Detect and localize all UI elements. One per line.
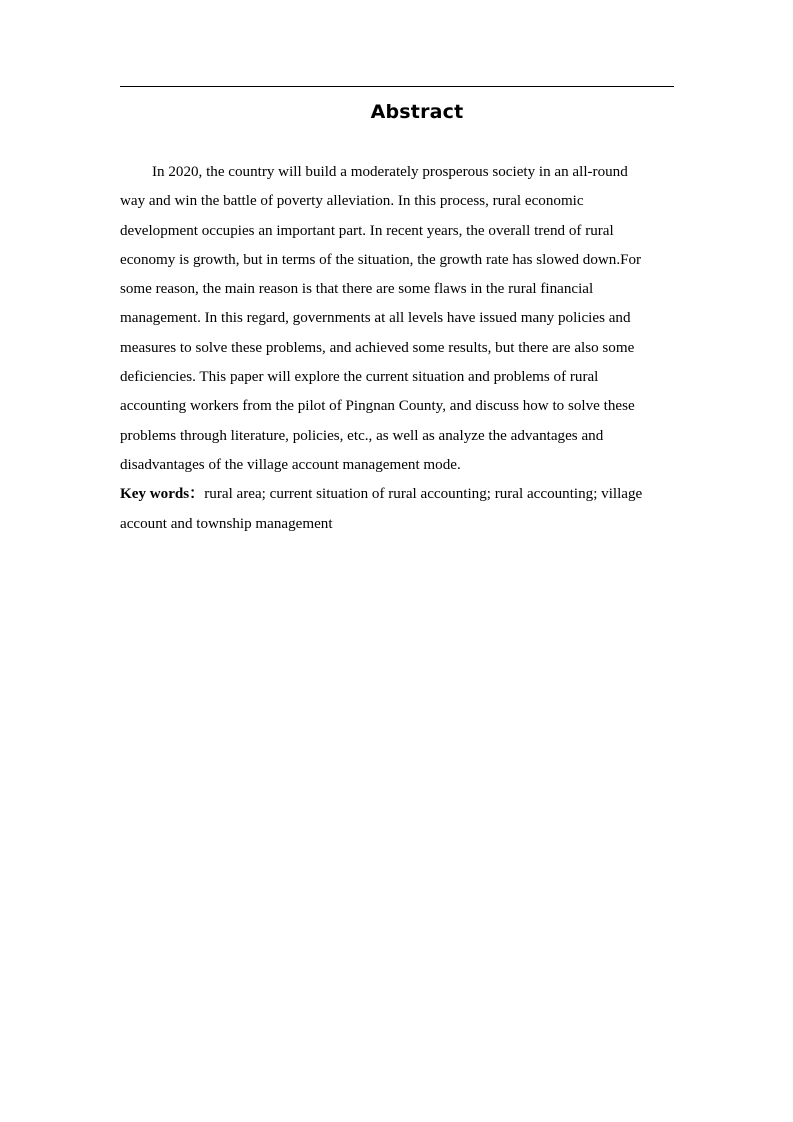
- abstract-line-2: way and win the battle of poverty alleviation. In this process, rural economic: [120, 193, 584, 210]
- keywords-text-1: rural area; current situation of rural accounting; rural accounting; village: [204, 486, 643, 503]
- keywords-line-2: account and township management: [120, 515, 333, 532]
- abstract-body: [120, 158, 680, 539]
- abstract-line-5: some reason, the main reason is that there are some flaws in the rural financial: [120, 281, 594, 298]
- abstract-line-10: problems through literature, policies, etc., as well as analyze the advantages and: [120, 427, 604, 444]
- abstract-line-1: In 2020, the country will build a moderately prosperous society in an all-round: [152, 164, 628, 180]
- header-rule: [120, 86, 674, 87]
- abstract-line-6: management. In this regard, governments at all levels have issued many policies and: [120, 310, 631, 327]
- page-title: Abstract: [370, 101, 464, 123]
- abstract-line-4: economy is growth, but in terms of the situation, the growth rate has slowed down.For: [120, 251, 642, 268]
- abstract-line-11: disadvantages of the village account management mode.: [120, 456, 461, 473]
- keywords-line-1: [120, 480, 680, 509]
- abstract-line-9: accounting workers from the pilot of Pingnan County, and discuss how to solve these: [120, 398, 635, 415]
- abstract-line-8: deficiencies. This paper will explore the current situation and problems of rural: [120, 369, 599, 386]
- abstract-line-3: development occupies an important part. In recent years, the overall trend of rural: [120, 222, 614, 239]
- keywords-label: Key words：: [120, 486, 205, 503]
- abstract-line-7: measures to solve these problems, and achieved some results, but there are also some: [120, 339, 635, 356]
